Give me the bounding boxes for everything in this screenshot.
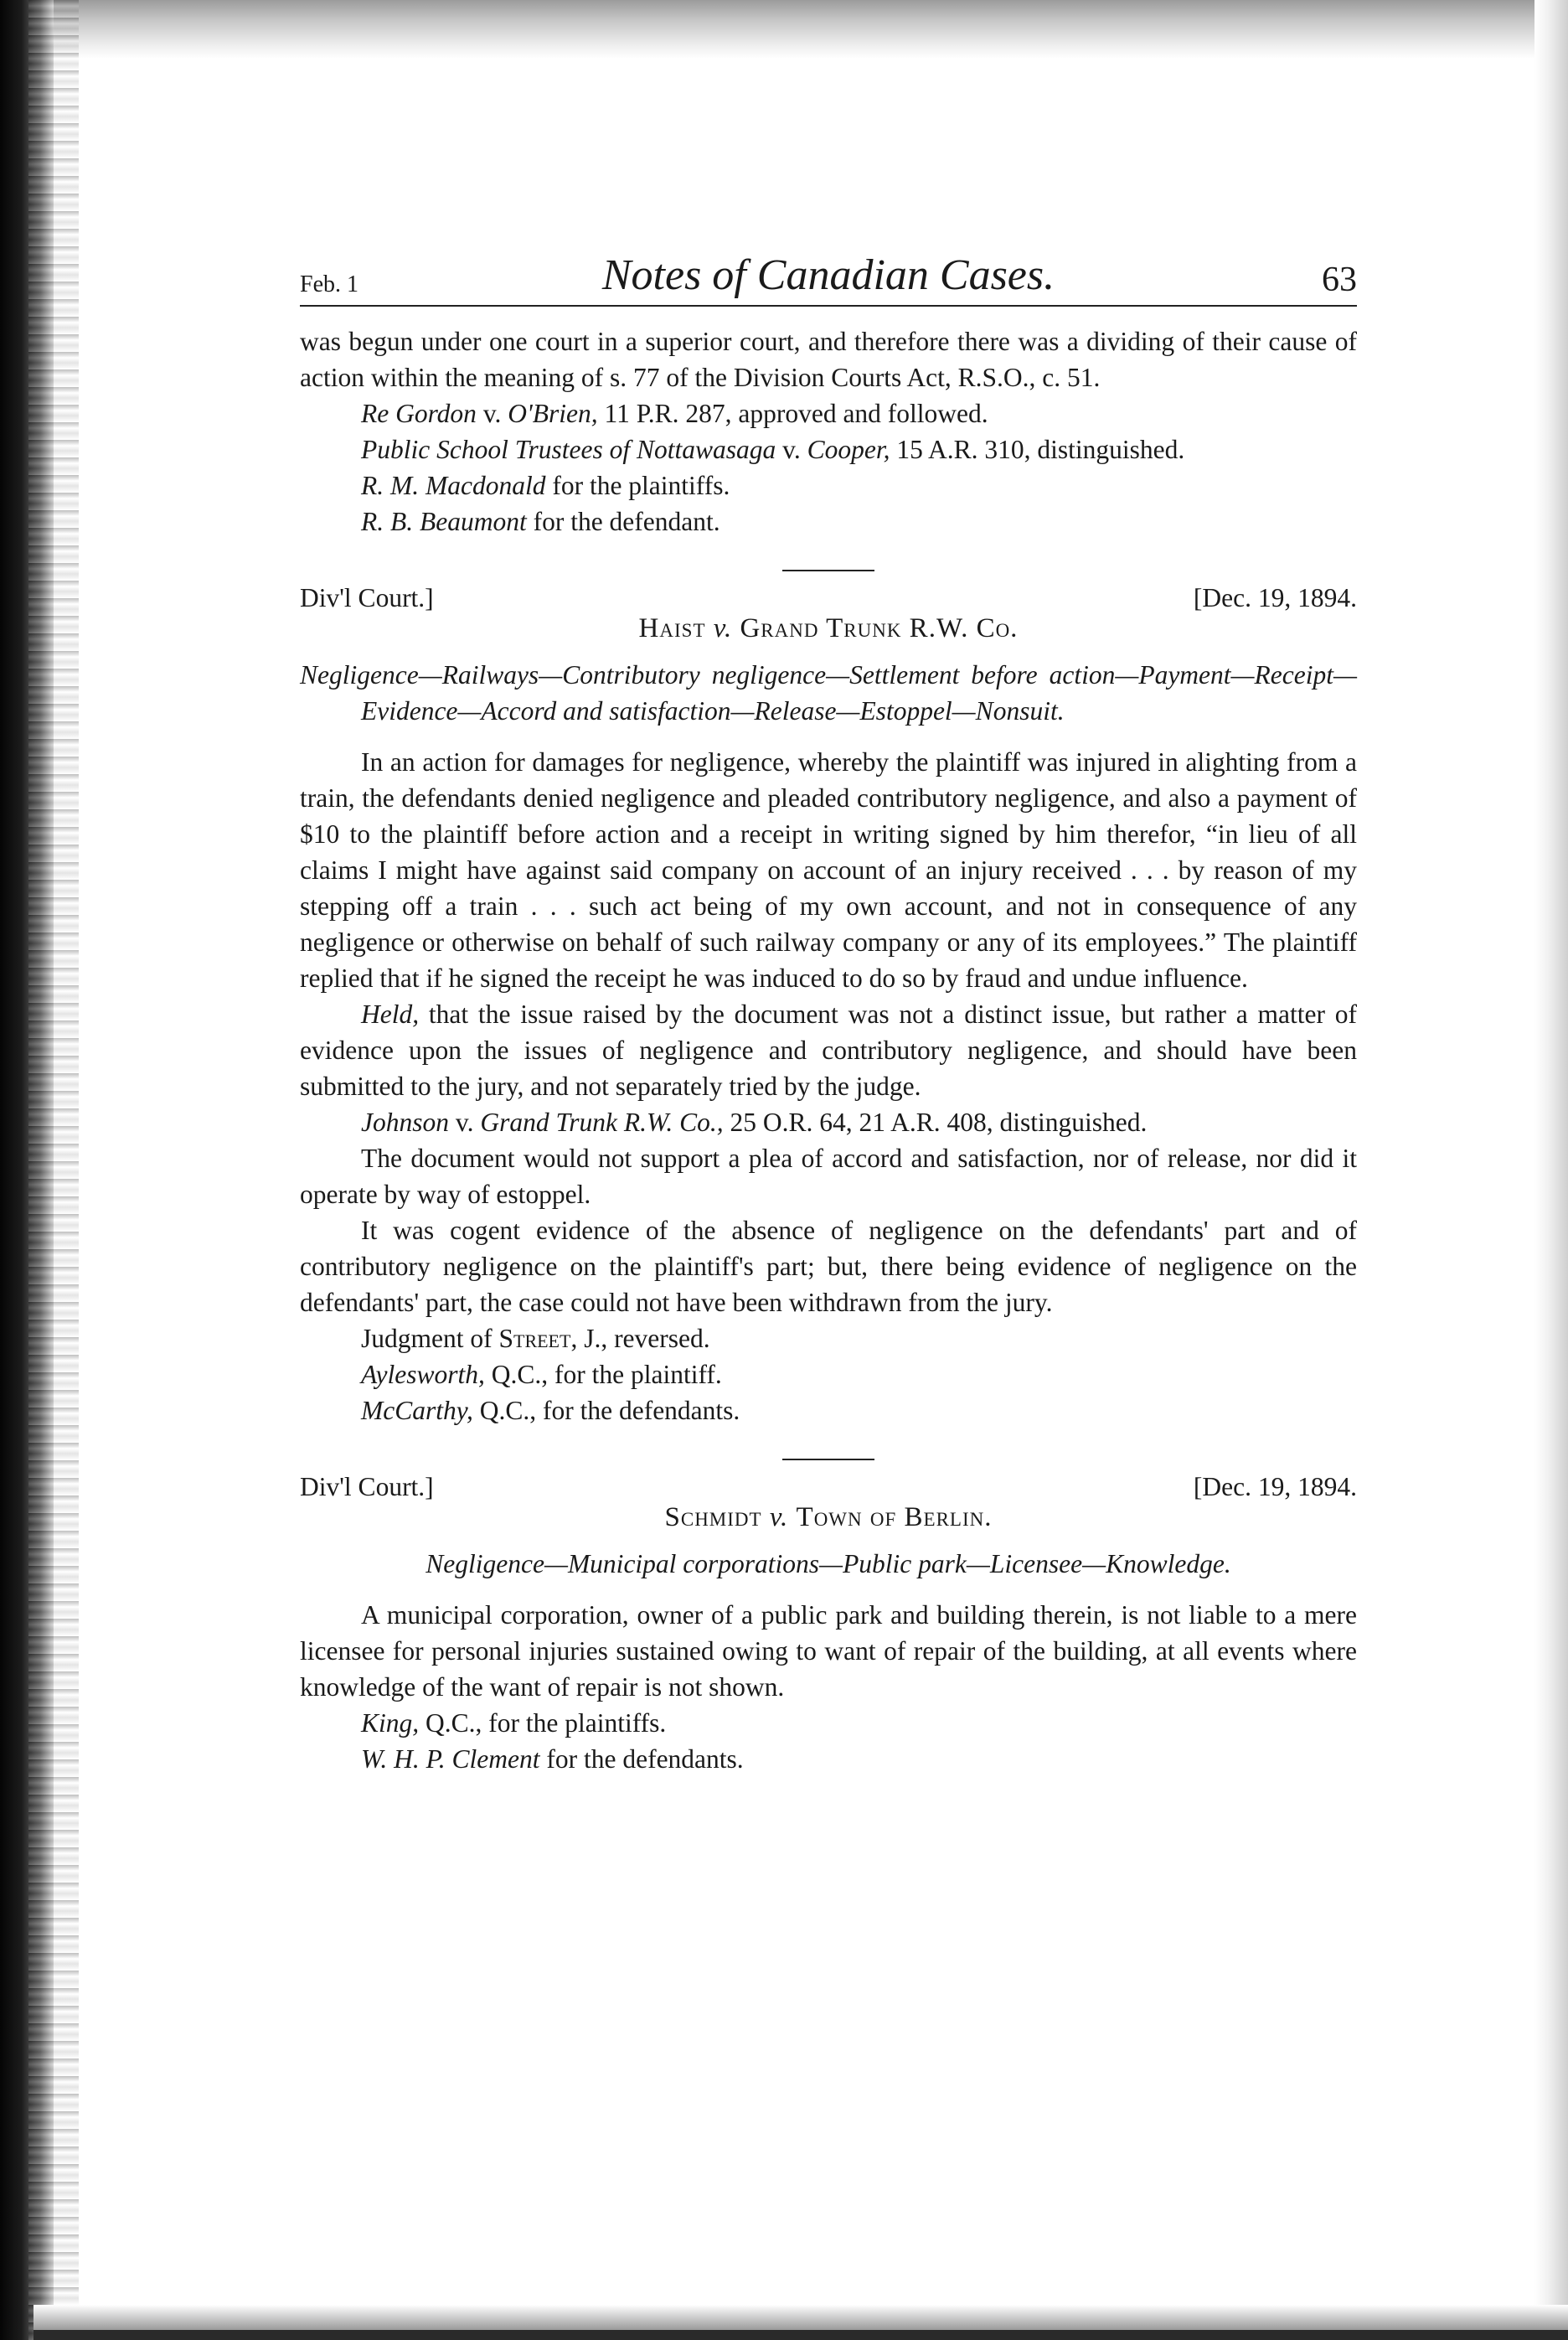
court-name: Div'l Court.] bbox=[300, 583, 434, 612]
running-head bbox=[300, 251, 1357, 307]
counsel-line: R. B. Beaumont for the defendant. bbox=[361, 507, 720, 536]
case-date: [Dec. 19, 1894. bbox=[1193, 1472, 1357, 1501]
paragraph: In an action for damages for negligence, whereby the plaintiff was injured in alighting from a train, the defendants denied negligence and pleaded contributory negligence, and also a payment of $10 to the plaintiff before action and a receipt in writing signed by him therefor, “in lieu of all claims I might have against said company on account of an injury received . . . by reason of my stepping off a train . . . such act being of my own account, and not in consequence of any negligence or otherwise on behalf of such railway company or any of its employees.” The plaintiff replied that if he signed the receipt he was induced to do so by fraud and undue influence. bbox=[300, 747, 1357, 993]
scan-top-shadow bbox=[0, 0, 1568, 59]
counsel-line: Aylesworth, Q.C., for the plaintiff. bbox=[361, 1360, 722, 1389]
top-case-continuation bbox=[300, 323, 1357, 540]
citation: Re Gordon v. O'Brien, 11 P.R. 287, approved and followed. bbox=[361, 399, 988, 428]
case-title: Haist v. Grand Trunk R.W. Co. bbox=[638, 613, 1019, 643]
paragraph: The document would not support a plea of accord and satisfaction, nor of release, nor did it operate by way of estoppel. bbox=[300, 1144, 1357, 1209]
judgment-line: Judgment of Street, J., reversed. bbox=[361, 1324, 710, 1353]
court-date-line bbox=[300, 1469, 1357, 1506]
paragraph: was begun under one court in a superior court, and therefore there was a dividing of their cause of action within the meaning of s. 77 of the Division Courts Act, R.S.O., c. 51. bbox=[300, 327, 1357, 392]
section-separator bbox=[782, 1459, 874, 1460]
counsel-line: R. M. Macdonald for the plaintiffs. bbox=[361, 471, 730, 500]
scan-bottom-edge bbox=[34, 2330, 1568, 2340]
headnote: Negligence—Railways—Contributory negligence—Settlement before action—Payment—Receipt—Evidence—Accord and satisfaction—Release—Estoppel—Nonsuit. bbox=[300, 660, 1357, 726]
citation: Johnson v. Grand Trunk R.W. Co., 25 O.R. 64, 21 A.R. 408, distinguished. bbox=[361, 1108, 1148, 1137]
scan-binding-texture bbox=[28, 0, 79, 2340]
section-separator bbox=[782, 570, 874, 571]
counsel-line: W. H. P. Clement for the defendants. bbox=[361, 1744, 744, 1774]
page-number: 63 bbox=[1322, 261, 1357, 299]
headnote: Negligence—Municipal corporations—Public park—Licensee—Knowledge. bbox=[426, 1549, 1231, 1578]
book-page bbox=[300, 251, 1357, 1777]
scan-bottom-fade bbox=[34, 2305, 1568, 2330]
case-body bbox=[300, 1597, 1357, 1777]
citation: Public School Trustees of Nottawasaga v. Cooper, 15 A.R. 310, distinguished. bbox=[361, 435, 1185, 464]
running-head-date: Feb. 1 bbox=[300, 271, 358, 297]
counsel-line: King, Q.C., for the plaintiffs. bbox=[361, 1708, 667, 1738]
court-name: Div'l Court.] bbox=[300, 1472, 434, 1501]
scan-right-shadow bbox=[1534, 0, 1568, 2340]
case-date: [Dec. 19, 1894. bbox=[1193, 583, 1357, 612]
case-title: Schmidt v. Town of Berlin. bbox=[664, 1502, 993, 1532]
court-date-line bbox=[300, 580, 1357, 617]
paragraph: It was cogent evidence of the absence of negligence on the defendants' part and of contributory negligence on the plaintiff's part; but, there being evidence of negligence on the defendants' part, the case could not have been withdrawn from the jury. bbox=[300, 1216, 1357, 1317]
held-paragraph: Held, that the issue raised by the document was not a distinct issue, but rather a matter of evidence upon the issues of negligence and contributory negligence, and should have been submitted to the jury, and not separately tried by the judge. bbox=[300, 1000, 1357, 1101]
case-body bbox=[300, 744, 1357, 1428]
running-head-title: Notes of Canadian Cases. bbox=[601, 251, 1055, 299]
counsel-line: McCarthy, Q.C., for the defendants. bbox=[361, 1396, 740, 1425]
paragraph: A municipal corporation, owner of a public park and building therein, is not liable to a mere licensee for personal injuries sustained owing to want of repair of the building, at all events where knowledge of the want of repair is not shown. bbox=[300, 1600, 1357, 1702]
